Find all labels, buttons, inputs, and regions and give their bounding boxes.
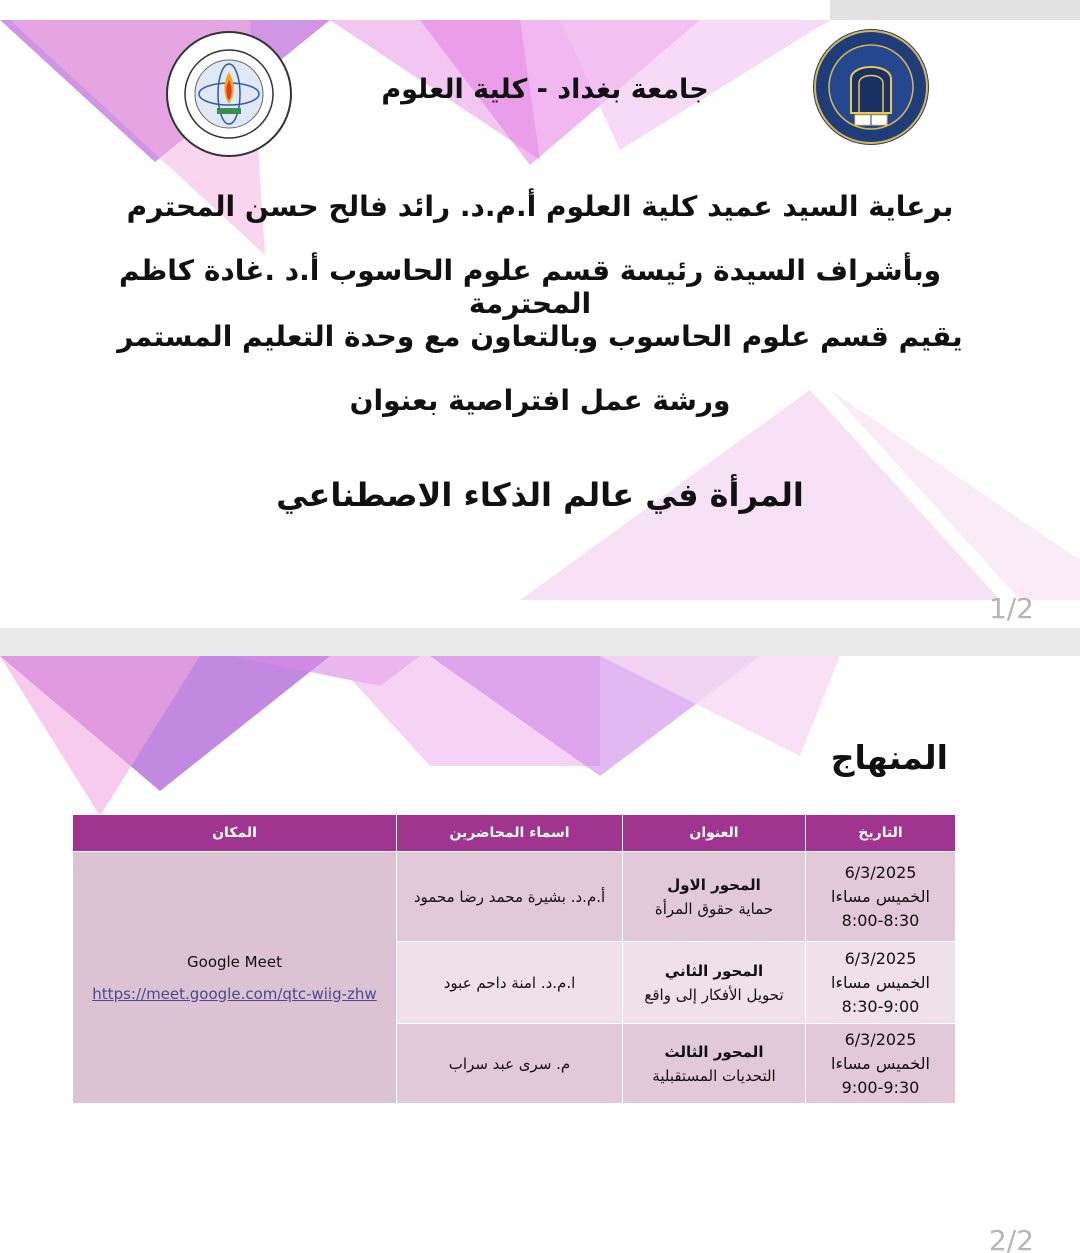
header-title: جامعة بغداد - كلية العلوم	[381, 74, 709, 105]
place-name: Google Meet	[187, 952, 282, 971]
patronage-line: برعاية السيد عميد كلية العلوم أ.م.د. رائد فالح حسن المحترم	[126, 190, 954, 223]
college-of-science-logo	[163, 28, 295, 160]
lecturer-cell: ا.م.د. امنة داحم عبود	[397, 942, 623, 1024]
axis-topic: حماية حقوق المرأة	[654, 899, 774, 918]
title-cell	[623, 942, 806, 1024]
place-cell	[73, 852, 397, 1104]
date: 6/3/2025	[844, 948, 917, 968]
header-lecturers: اسماء المحاضرين	[397, 815, 623, 852]
axis-title: المحور الثاني	[664, 961, 764, 980]
section-title: المنهاج	[830, 738, 948, 777]
workshop-title: المرأة في عالم الذكاء الاصطناعي	[276, 476, 804, 514]
day: الخميس مساءا	[831, 886, 930, 906]
lecturer-cell: م. سرى عبد سراب	[397, 1024, 623, 1104]
title-cell	[623, 852, 806, 942]
table-row	[73, 852, 956, 942]
day: الخميس مساءا	[831, 1053, 930, 1073]
axis-topic: التحديات المستقبلية	[652, 1066, 776, 1085]
date-cell	[806, 942, 956, 1024]
day: الخميس مساءا	[831, 972, 930, 992]
workshop-intro-line: ورشة عمل افتراصية بعنوان	[349, 384, 731, 417]
table-header-row	[73, 815, 956, 852]
axis-topic: تحويل الأفكار إلى واقع	[644, 985, 784, 1004]
meeting-link[interactable]: https://meet.google.com/qtc-wiig-zhw	[92, 984, 377, 1003]
supervision-line: وبأشراف السيدة رئيسة قسم علوم الحاسوب أ.د .غادة كاظم المحترمة	[118, 254, 942, 320]
axis-title: المحور الثالث	[664, 1042, 764, 1061]
schedule-table	[72, 814, 956, 1104]
time: 8:00-8:30	[841, 910, 920, 930]
date: 6/3/2025	[844, 862, 917, 882]
date: 6/3/2025	[844, 1029, 917, 1049]
title-cell	[623, 1024, 806, 1104]
header-title: العنوان	[623, 815, 806, 852]
lecturer-cell: أ.م.د. بشيرة محمد رضا محمود	[397, 852, 623, 942]
page-number: 2/2	[988, 1224, 1034, 1253]
date-cell	[806, 1024, 956, 1104]
flyer-page-2	[0, 656, 1080, 1253]
date-cell	[806, 852, 956, 942]
time: 8:30-9:00	[841, 996, 920, 1016]
header-date: التاريخ	[806, 815, 956, 852]
axis-title: المحور الاول	[667, 875, 761, 894]
university-of-baghdad-logo	[811, 27, 931, 147]
header-place: المكان	[73, 815, 397, 852]
page-number: 1/2	[988, 592, 1034, 625]
organizer-line: يقيم قسم علوم الحاسوب وبالتعاون مع وحدة التعليم المستمر	[117, 320, 963, 353]
time: 9:00-9:30	[841, 1077, 920, 1097]
